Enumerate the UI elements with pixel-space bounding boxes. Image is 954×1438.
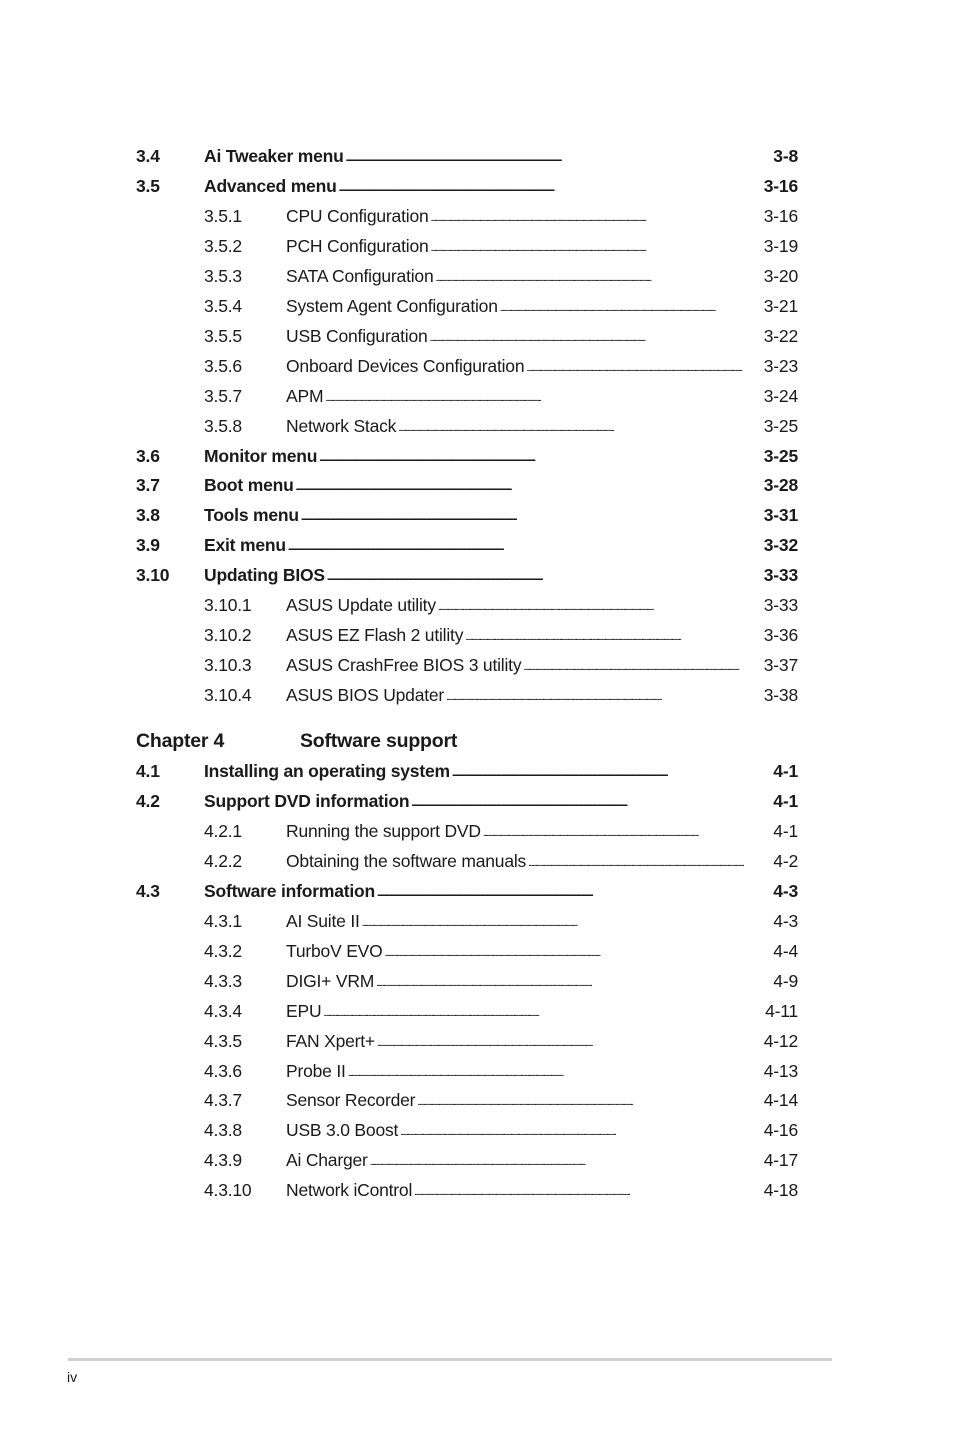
- toc-entry-page: 4-13: [763, 1060, 798, 1081]
- toc-entry-number: 3.10.3: [204, 655, 252, 676]
- dot-leader: [376, 969, 771, 993]
- toc-entry-title: Running the support DVD: [286, 820, 481, 841]
- dot-leader: [523, 653, 761, 677]
- toc-entry-number: 3.5.8: [204, 415, 242, 436]
- toc-entry-number: 4.3.8: [204, 1120, 242, 1141]
- toc-entry-number: 3.7: [136, 475, 160, 496]
- toc-entry-title: Boot menu: [204, 475, 294, 496]
- dot-leader: [301, 503, 762, 527]
- dot-leader: [288, 533, 762, 557]
- toc-entry-number: 4.3.7: [204, 1090, 242, 1111]
- toc-entry[interactable]: [136, 683, 798, 707]
- toc-entry-title: Monitor menu: [204, 445, 318, 466]
- toc-entry-title: Network iControl: [286, 1180, 413, 1201]
- toc-entry[interactable]: [136, 969, 798, 993]
- toc-entry[interactable]: [136, 234, 798, 258]
- toc-entry[interactable]: [136, 444, 798, 468]
- toc-entry-title: Sensor Recorder: [286, 1090, 416, 1111]
- toc-entry-title: Onboard Devices Configuration: [286, 355, 525, 376]
- dot-leader: [430, 324, 762, 348]
- toc-entry-page: 3-36: [763, 625, 798, 646]
- toc-entry-title: ASUS CrashFree BIOS 3 utility: [286, 655, 522, 676]
- dot-leader: [528, 849, 771, 873]
- toc-entry-title: APM: [286, 385, 324, 406]
- toc-entry-title: Tools menu: [204, 505, 299, 526]
- toc-entry-page: 4-18: [763, 1180, 798, 1201]
- toc-entry-page: 4-3: [773, 910, 798, 931]
- toc-entry-number: 4.2.1: [204, 820, 242, 841]
- toc-entry[interactable]: [136, 144, 798, 168]
- toc-entry-number: 3.9: [136, 535, 160, 556]
- toc-entry[interactable]: [136, 414, 798, 438]
- dot-leader: [414, 1178, 762, 1202]
- toc-entry-title: Network Stack: [286, 415, 397, 436]
- toc-entry-title: TurboV EVO: [286, 940, 383, 961]
- toc-entry-title: Probe II: [286, 1060, 346, 1081]
- toc-entry[interactable]: [136, 1029, 798, 1053]
- toc-entry-title: Support DVD information: [204, 790, 410, 811]
- toc-entry-number: 3.5: [136, 175, 160, 196]
- toc-entry[interactable]: [136, 264, 798, 288]
- dot-leader: [377, 1029, 762, 1053]
- toc-entry-number: 4.3: [136, 880, 160, 901]
- toc-entry[interactable]: [136, 593, 798, 617]
- toc-entry[interactable]: [136, 849, 798, 873]
- toc-entry[interactable]: [136, 1059, 798, 1083]
- toc-entry-number: 4.2.2: [204, 850, 242, 871]
- page-number: iv: [67, 1369, 78, 1385]
- chapter-heading: [136, 728, 457, 754]
- toc-entry[interactable]: [136, 354, 798, 378]
- toc-entry-number: 3.6: [136, 445, 160, 466]
- toc-entry-title: CPU Configuration: [286, 205, 429, 226]
- toc-entry-title: ASUS EZ Flash 2 utility: [286, 625, 464, 646]
- dot-leader: [436, 264, 762, 288]
- toc-entry-number: 4.3.4: [204, 1000, 242, 1021]
- dot-leader: [446, 683, 762, 707]
- toc-entry-title: Advanced menu: [204, 175, 337, 196]
- dot-leader: [348, 1059, 762, 1083]
- toc-entry-page: 4-12: [763, 1030, 798, 1051]
- toc-entry[interactable]: [136, 533, 798, 557]
- toc-entry-title: DIGI+ VRM: [286, 970, 375, 991]
- toc-entry-page: 3-25: [763, 415, 798, 436]
- dot-leader: [411, 789, 771, 813]
- toc-entry[interactable]: [136, 503, 798, 527]
- toc-entry-number: 4.3.3: [204, 970, 242, 991]
- toc-entry-number: 4.3.1: [204, 910, 242, 931]
- toc-entry-number: 3.5.3: [204, 265, 242, 286]
- dot-leader: [438, 593, 762, 617]
- dot-leader: [370, 1148, 762, 1172]
- toc-entry-number: 3.8: [136, 505, 160, 526]
- dot-leader: [400, 1118, 762, 1142]
- dot-leader: [417, 1088, 761, 1112]
- toc-entry[interactable]: [136, 879, 798, 903]
- toc-entry[interactable]: [136, 294, 798, 318]
- dot-leader: [431, 204, 762, 228]
- toc-entry-number: 3.10.1: [204, 595, 252, 616]
- toc-entry-title: Ai Tweaker menu: [204, 146, 344, 166]
- dot-leader: [431, 234, 762, 258]
- dot-leader: [339, 174, 762, 198]
- toc-entry-page: 4-2: [773, 850, 798, 871]
- toc-entry[interactable]: [136, 653, 798, 677]
- toc-entry-page: 4-4: [773, 940, 798, 961]
- toc-entry-number: 4.3.5: [204, 1030, 242, 1051]
- dot-leader: [346, 144, 772, 168]
- toc-entry-title: System Agent Configuration: [286, 295, 498, 316]
- toc-entry-title: Updating BIOS: [204, 565, 325, 586]
- toc-entry-page: 3-25: [763, 445, 798, 466]
- toc-entry-title: Obtaining the software manuals: [286, 850, 527, 871]
- dot-leader: [323, 999, 763, 1023]
- toc-entry-number: 3.5.1: [204, 205, 242, 226]
- toc-entry-number: 3.5.5: [204, 325, 242, 346]
- toc-entry-page: 3-33: [763, 565, 798, 586]
- toc-entry-title: Software information: [204, 880, 376, 901]
- toc-entry-number: 4.2: [136, 790, 160, 811]
- toc-entry-number: 4.1: [136, 761, 160, 781]
- toc-entry-page: 3-8: [773, 146, 798, 166]
- chapter-title: Software support: [300, 730, 458, 752]
- dot-leader: [452, 759, 771, 783]
- toc-entry-page: 3-16: [763, 205, 798, 226]
- toc-entry-title: EPU: [286, 1000, 322, 1021]
- toc-entry[interactable]: [136, 939, 798, 963]
- toc-entry-page: 4-3: [773, 880, 798, 901]
- dot-leader: [398, 414, 762, 438]
- toc-entry-number: 3.5.2: [204, 235, 242, 256]
- toc-entry-number: 4.3.10: [204, 1180, 252, 1201]
- toc-entry-title: ASUS BIOS Updater: [286, 685, 445, 706]
- toc-entry-number: 4.3.6: [204, 1060, 242, 1081]
- toc-entry[interactable]: [136, 174, 798, 198]
- toc-entry-page: 3-24: [763, 385, 798, 406]
- toc-entry-number: 3.5.6: [204, 355, 242, 376]
- dot-leader: [325, 384, 761, 408]
- dot-leader: [385, 939, 772, 963]
- toc-entry-title: AI Suite II: [286, 910, 360, 931]
- toc-entry[interactable]: [136, 1148, 798, 1172]
- toc-entry-page: 3-23: [763, 355, 798, 376]
- toc-entry-number: 3.5.7: [204, 385, 242, 406]
- dot-leader: [465, 623, 762, 647]
- toc-entry-page: 3-37: [763, 655, 798, 676]
- dot-leader: [296, 473, 762, 497]
- toc-entry-page: 3-32: [763, 535, 798, 556]
- toc-entry-page: 4-1: [773, 790, 798, 811]
- toc-entry-page: 3-20: [763, 265, 798, 286]
- toc-entry-title: PCH Configuration: [286, 235, 429, 256]
- toc-entry-page: 4-9: [773, 970, 798, 991]
- dot-leader: [500, 294, 762, 318]
- toc-entry-page: 3-21: [763, 295, 798, 316]
- toc-entry-page: 4-14: [763, 1090, 798, 1111]
- dot-leader: [362, 909, 772, 933]
- toc-entry-page: 3-38: [763, 685, 798, 706]
- toc-entry-number: 3.5.4: [204, 295, 242, 316]
- toc-entry-number: 3.10.4: [204, 685, 252, 706]
- toc-entry-number: 4.3.9: [204, 1150, 242, 1171]
- toc-entry-title: USB Configuration: [286, 325, 428, 346]
- toc-entry-page: 3-33: [763, 595, 798, 616]
- toc-entry-number: 3.4: [136, 146, 160, 166]
- toc-entry-page: 4-1: [773, 820, 798, 841]
- toc-entry[interactable]: [136, 819, 798, 843]
- toc-entry-number: 3.10.2: [204, 625, 252, 646]
- footer-divider: [68, 1358, 832, 1361]
- toc-entry[interactable]: [136, 384, 798, 408]
- toc-entry[interactable]: [136, 789, 798, 813]
- toc-entry[interactable]: [136, 324, 798, 348]
- chapter-number: Chapter 4: [136, 730, 225, 752]
- toc-entry-title: Ai Charger: [286, 1150, 368, 1171]
- toc-entry-title: ASUS Update utility: [286, 595, 436, 616]
- dot-leader: [319, 444, 761, 468]
- dot-leader: [526, 354, 761, 378]
- toc-entry[interactable]: [136, 563, 798, 587]
- toc-entry-title: SATA Configuration: [286, 265, 434, 286]
- toc-entry-page: 4-1: [773, 761, 798, 781]
- toc-entry-number: 3.10: [136, 565, 170, 586]
- toc-entry-page: 3-28: [763, 475, 798, 496]
- toc-entry-title: USB 3.0 Boost: [286, 1120, 399, 1141]
- toc-entry-number: 4.3.2: [204, 940, 242, 961]
- toc-entry[interactable]: [136, 909, 798, 933]
- toc-entry[interactable]: [136, 999, 798, 1023]
- toc-entry-page: 4-11: [765, 1000, 798, 1021]
- toc-entry[interactable]: [136, 1178, 798, 1202]
- toc-entry[interactable]: [136, 204, 798, 228]
- toc-entry[interactable]: [136, 1088, 798, 1112]
- dot-leader: [327, 563, 762, 587]
- toc-entry-page: 3-19: [763, 235, 798, 256]
- toc-entry-title: FAN Xpert+: [286, 1030, 375, 1051]
- toc-entry-page: 4-16: [763, 1120, 798, 1141]
- dot-leader: [377, 879, 771, 903]
- toc-entry-page: 3-16: [763, 175, 798, 196]
- toc-entry-page: 4-17: [763, 1150, 798, 1171]
- toc-entry-page: 3-31: [763, 505, 798, 526]
- dot-leader: [483, 819, 771, 843]
- toc-entry-title: Exit menu: [204, 535, 286, 556]
- toc-entry[interactable]: [136, 473, 798, 497]
- toc-entry[interactable]: [136, 623, 798, 647]
- toc-entry[interactable]: [136, 759, 798, 783]
- toc-entry-title: Installing an operating system: [204, 761, 450, 781]
- toc-entry-page: 3-22: [763, 325, 798, 346]
- toc-entry[interactable]: [136, 1118, 798, 1142]
